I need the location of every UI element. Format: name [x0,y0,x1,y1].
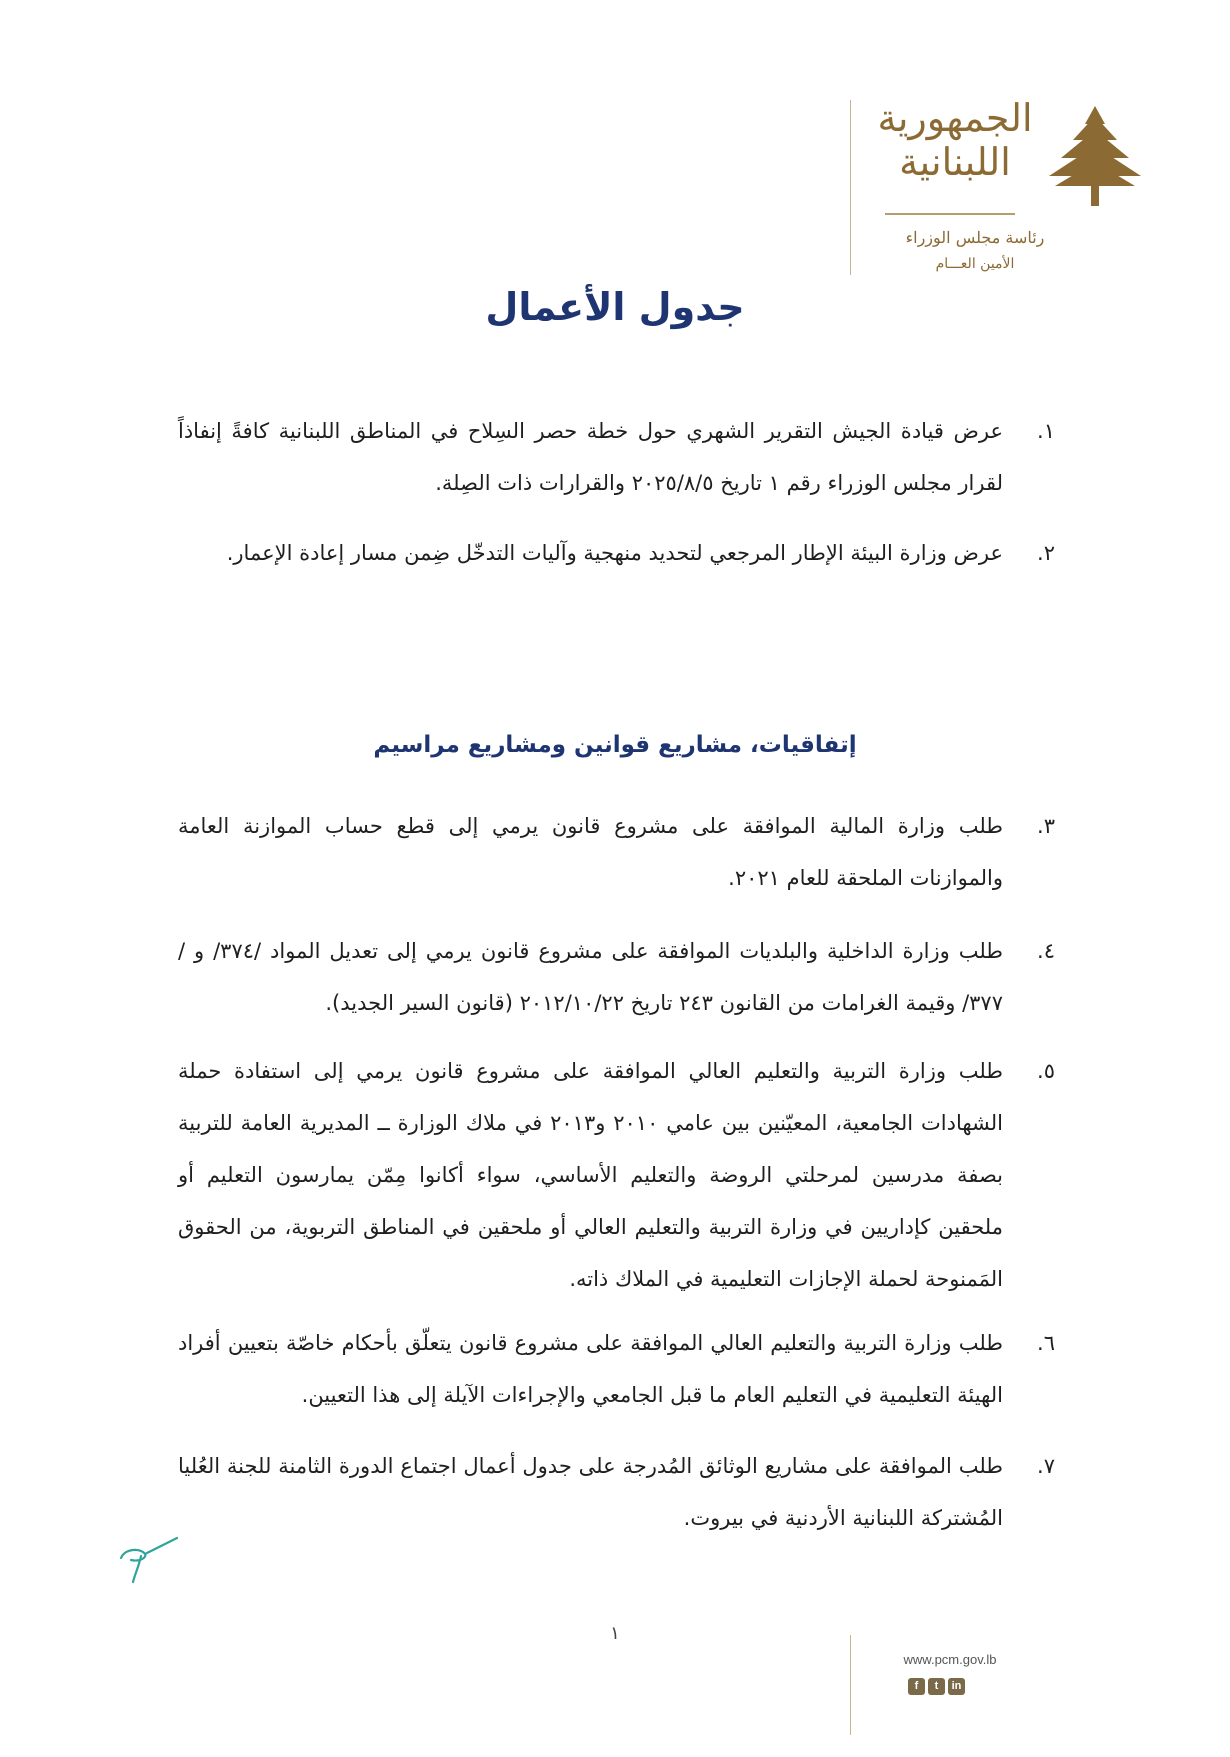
item-number: ٣. [1037,814,1055,838]
item-text: طلب وزارة المالية الموافقة على مشروع قانون يرمي إلى قطع حساب الموازنة العامة والموازنات الملحقة للعام ٢٠٢١. [178,814,1003,890]
page-title: جدول الأعمال [485,285,745,329]
item-number: ٦. [1037,1331,1055,1355]
item-text: طلب وزارة الداخلية والبلديات الموافقة على مشروع قانون يرمي إلى تعديل المواد /٣٧٤/ و /٣٧٧/ وقيمة الغرامات من القانون ٢٤٣ تاريخ ٢٠١٢/١٠/٢٢ (قانون السير الجديد). [178,939,1003,1015]
logo-subtitle-secretary: الأمين العـــام [935,256,1015,272]
item-text: عرض قيادة الجيش التقرير الشهري حول خطة حصر السِلاح في المناطق اللبنانية كافةً إنفاذاً لقرار مجلس الوزراء رقم ١ تاريخ ٢٠٢٥/٨/٥ والقرارات ذات الصِلة. [178,419,1003,495]
logo-subtitle-council: رئاسة مجلس الوزراء [905,228,1045,247]
linkedin-icon[interactable]: in [948,1678,965,1695]
logo-title [855,96,1055,184]
agenda-item-2 [178,527,1055,579]
agenda-item-3 [178,800,1055,904]
logo-title-line2: اللبنانية [899,140,1011,184]
footer-social-icons [908,1678,965,1695]
agenda-item-6 [178,1317,1055,1421]
signature-mark-icon [115,1532,185,1587]
agenda-item-7 [178,1440,1055,1544]
item-number: ٢. [1037,541,1055,565]
twitter-icon[interactable]: t [928,1678,945,1695]
agenda-item-4 [178,925,1055,1029]
logo-title-line1: الجمهورية [877,96,1033,140]
cedar-logo-icon [1045,102,1145,212]
section-title: إتفاقيات، مشاريع قوانين ومشاريع مراسيم [373,732,857,758]
item-text: طلب وزارة التربية والتعليم العالي الموافقة على مشروع قانون يتعلّق بأحكام خاصّة بتعيين أفراد الهيئة التعليمية في التعليم العام ما قبل الجامعي والإجراءات الآيلة إلى هذا التعيين. [178,1331,1003,1407]
logo-rule [885,213,1015,215]
footer-divider [850,1635,851,1735]
facebook-icon[interactable]: f [908,1678,925,1695]
item-number: ٤. [1037,939,1055,963]
item-number: ٧. [1037,1454,1055,1478]
item-number: ١. [1037,419,1055,443]
agenda-item-5 [178,1045,1055,1305]
item-text: طلب وزارة التربية والتعليم العالي الموافقة على مشروع قانون يرمي إلى استفادة حملة الشهادات الجامعية، المعيّنين بين عامي ٢٠١٠ و٢٠١٣ في ملاك الوزارة ــ المديرية العامة للتربية بصفة مدرسين لمرحلتي الروضة والتعليم الأساسي، سواء أكانوا مِمّن يمارسون التعليم أو ملحقين كإداريين في وزارة التربية والتعليم العالي أو ملحقين في المناطق التربوية، من الحقوق المَمنوحة لحملة الإجازات التعليمية في الملاك ذاته. [178,1059,1003,1291]
item-text: طلب الموافقة على مشاريع الوثائق المُدرجة على جدول أعمال اجتماع الدورة الثامنة للجنة العُليا المُشتركة اللبنانية الأردنية في بيروت. [178,1454,1003,1530]
item-number: ٥. [1037,1059,1055,1083]
footer-website-link[interactable]: www.pcm.gov.lb [903,1652,997,1667]
letterhead [840,88,1170,298]
item-text: عرض وزارة البيئة الإطار المرجعي لتحديد منهجية وآليات التدخّل ضِمن مسار إعادة الإعمار. [226,541,1003,565]
page-number: ١ [610,1623,620,1644]
agenda-item-1 [178,405,1055,509]
